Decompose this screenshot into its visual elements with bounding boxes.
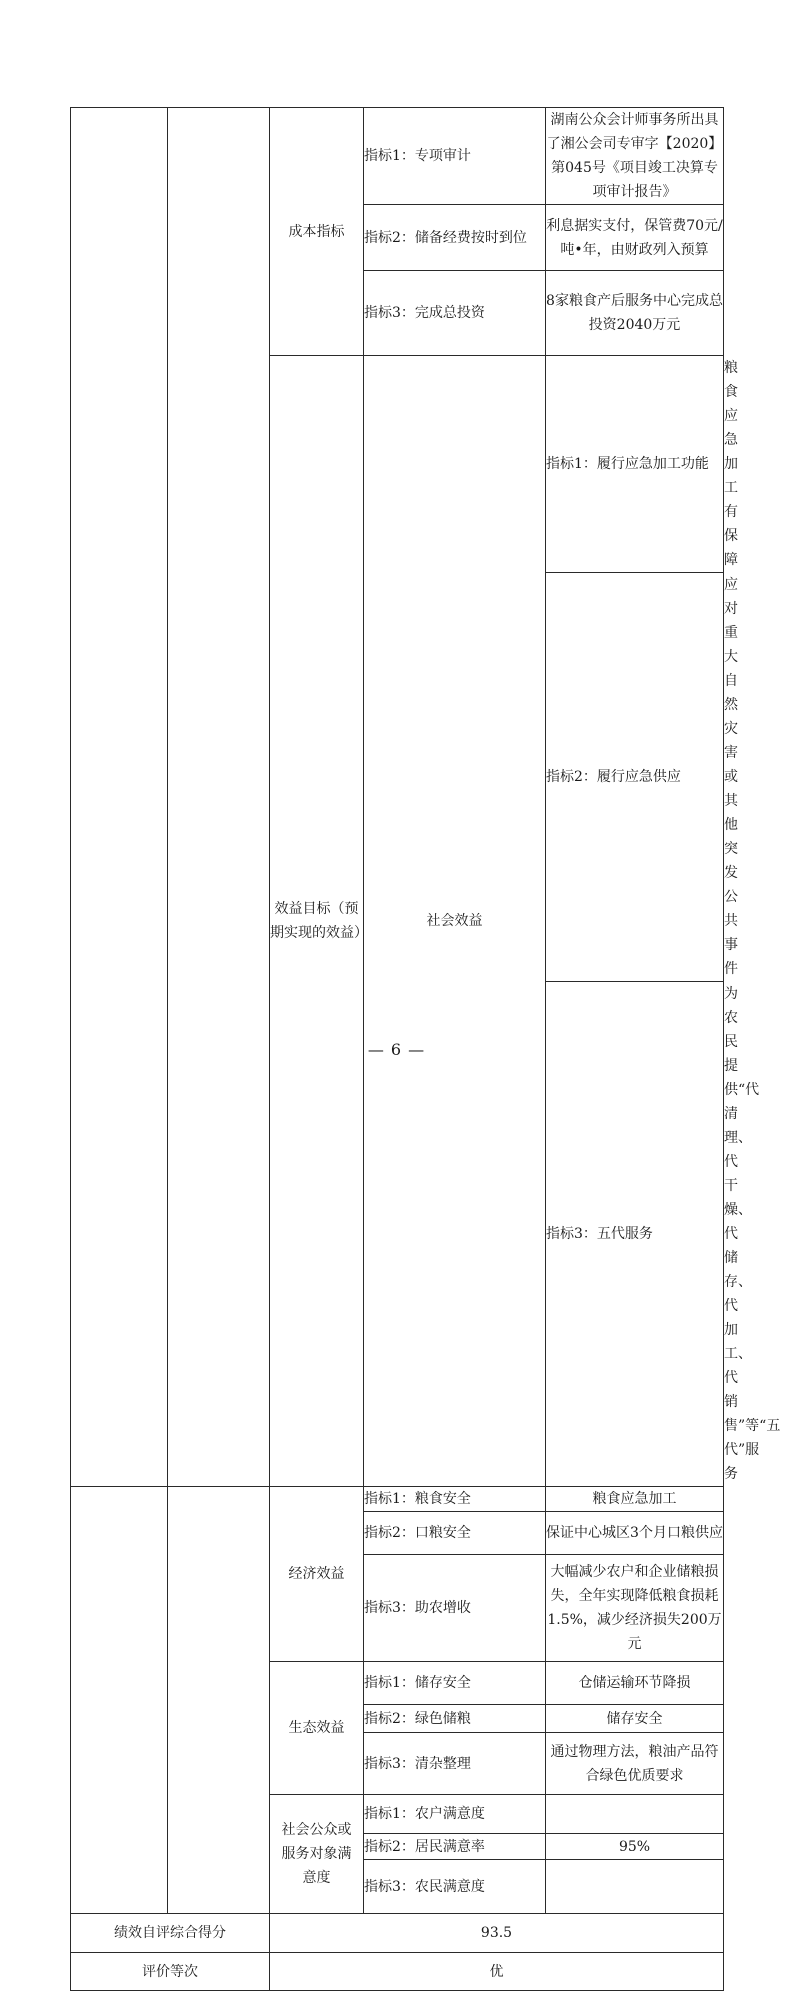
grade-value: 优 (270, 1953, 724, 1991)
value-cell: 粮食应急加工 (546, 1487, 724, 1512)
indicator-cell: 指标1：储存安全 (364, 1662, 546, 1705)
blank-cell (71, 1487, 168, 1914)
category-satisfaction: 社会公众或服务对象满意度 (270, 1795, 364, 1914)
value-cell: 利息据实支付，保管费70元/吨•年，由财政列入预算 (546, 205, 724, 271)
value-cell: 储存安全 (546, 1705, 724, 1733)
indicator-cell: 指标3：完成总投资 (364, 271, 546, 356)
table-row: 指标3：五代服务 为农民提供“代清理、代干燥、代储存、代加工、代销售”等“五代”服务 (71, 982, 724, 1487)
indicator-cell: 指标3：五代服务 (546, 982, 724, 1487)
benefit-target-label: 效益目标（预期实现的效益） (270, 356, 364, 1487)
indicator-cell: 指标2：履行应急供应 (546, 573, 724, 982)
blank-cell (71, 108, 168, 1487)
indicator-cell: 指标1：农户满意度 (364, 1795, 546, 1834)
indicator-cell: 指标2：绿色储粮 (364, 1705, 546, 1733)
page-number: — 6 — (367, 1040, 426, 1059)
value-cell: 8家粮食产后服务中心完成总投资2040万元 (546, 271, 724, 356)
value-cell: 95% (546, 1834, 724, 1860)
table-row: 指标2：履行应急供应 应对重大自然灾害或其他突发公共事件 (71, 573, 724, 982)
indicator-cell: 指标3：清杂整理 (364, 1733, 546, 1795)
blank-cell (168, 1487, 270, 1914)
indicator-cell: 指标3：助农增收 (364, 1555, 546, 1662)
table-row (71, 1487, 724, 1512)
table-row (71, 108, 724, 205)
category-cost: 成本指标 (270, 108, 364, 356)
value-cell: 湖南公众会计师事务所出具了湘公会司专审字【2020】第045号《项目竣工决算专项审计报告》 (546, 108, 724, 205)
value-cell: 仓储运输环节降损 (546, 1662, 724, 1705)
value-cell (546, 1795, 724, 1834)
blank-cell (168, 108, 270, 1487)
indicator-cell: 指标3：农民满意度 (364, 1860, 546, 1914)
indicator-cell: 指标2：储备经费按时到位 (364, 205, 546, 271)
indicator-cell: 指标1：专项审计 (364, 108, 546, 205)
table-row (71, 1953, 724, 1991)
category-economic: 经济效益 (270, 1487, 364, 1662)
value-cell: 保证中心城区3个月口粮供应 (546, 1512, 724, 1555)
indicator-cell: 指标2：口粮安全 (364, 1512, 546, 1555)
table-row: 效益目标（预期实现的效益） 社会效益 指标1：履行应急加工功能 粮食应急加工有保障 (71, 356, 724, 573)
indicator-cell: 指标1：履行应急加工功能 (546, 356, 724, 573)
score-label: 绩效自评综合得分 (71, 1914, 270, 1953)
indicator-cell: 指标1：粮食安全 (364, 1487, 546, 1512)
category-ecological: 生态效益 (270, 1662, 364, 1795)
value-cell: 通过物理方法，粮油产品符合绿色优质要求 (546, 1733, 724, 1795)
table-row (71, 1914, 724, 1953)
value-cell: 大幅减少农户和企业储粮损失，全年实现降低粮食损耗1.5%，减少经济损失200万元 (546, 1555, 724, 1662)
category-social: 社会效益 (364, 356, 546, 1487)
indicator-cell: 指标2：居民满意率 (364, 1834, 546, 1860)
grade-label: 评价等次 (71, 1953, 270, 1991)
value-cell (546, 1860, 724, 1914)
score-value: 93.5 (270, 1914, 724, 1953)
